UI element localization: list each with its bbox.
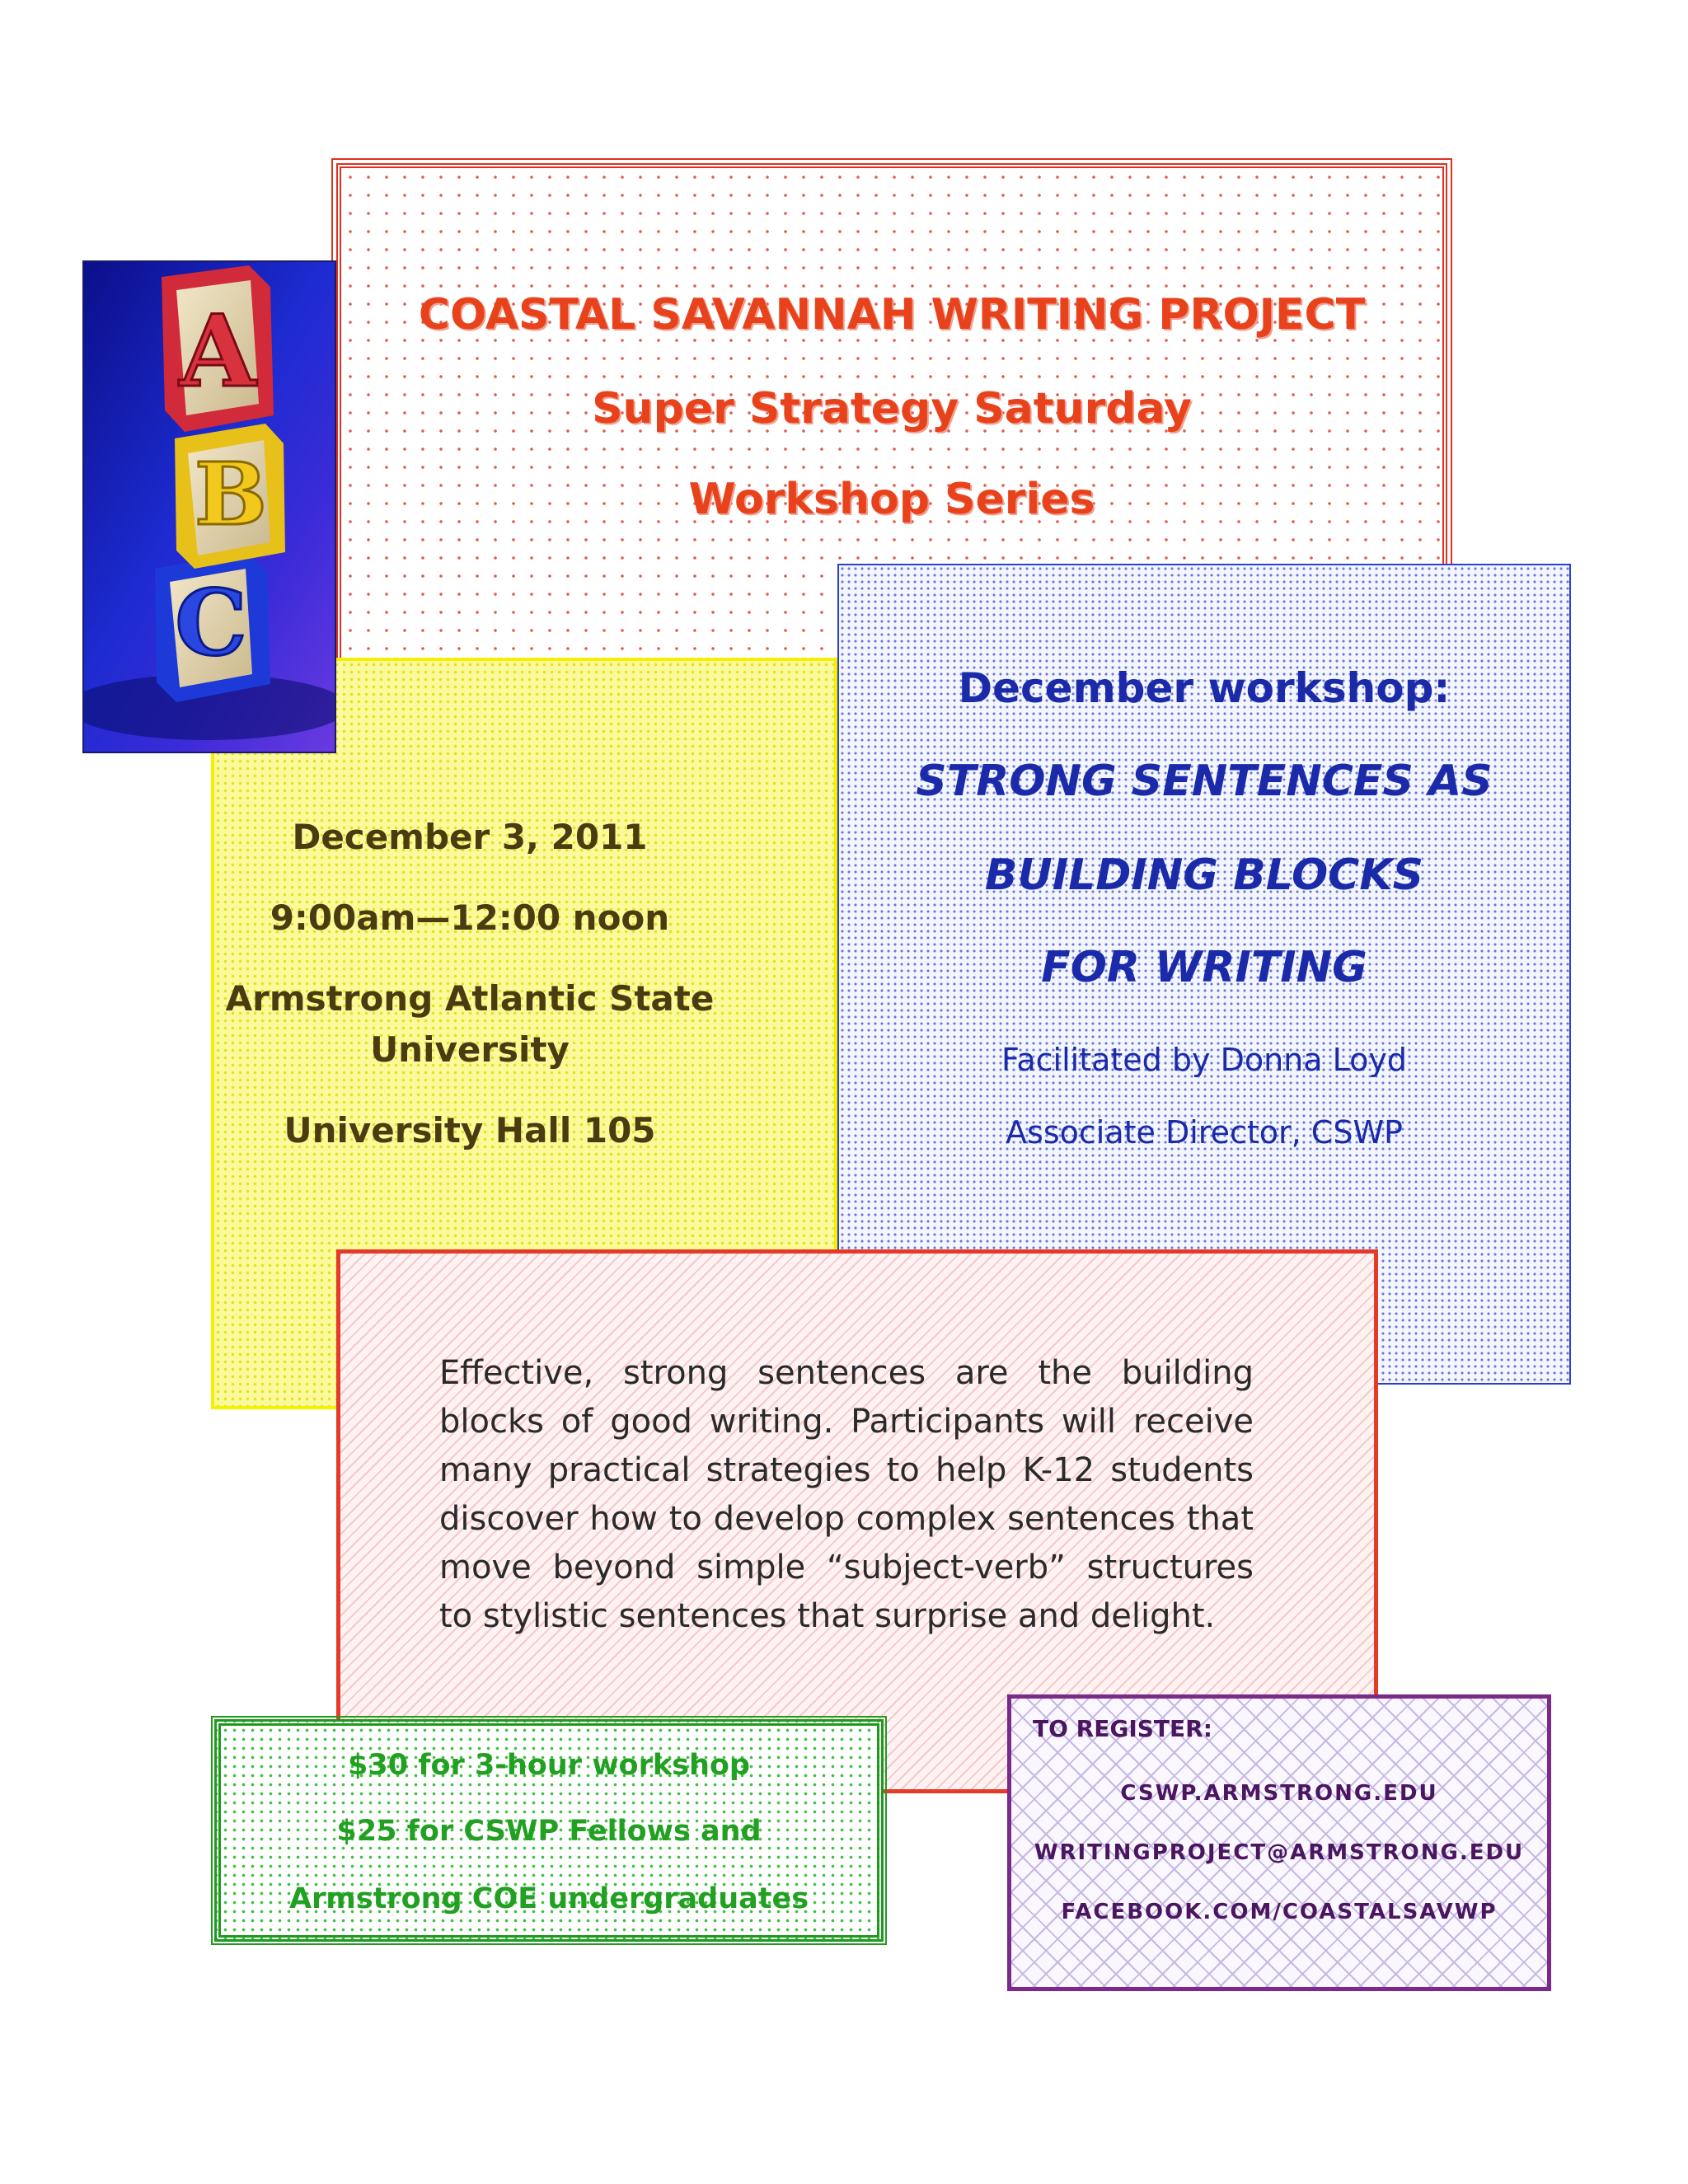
workshop-title-line1: STRONG SENTENCES AS (916, 757, 1493, 806)
event-location-line2: University (370, 1029, 570, 1070)
register-email-link[interactable]: WRITINGPROJECT@ARMSTRONG.EDU (1034, 1840, 1525, 1865)
workshop-facilitator: Facilitated by Donna Loyd (1001, 1042, 1407, 1078)
register-panel (1007, 1694, 1551, 1991)
price-discount-line2: Armstrong COE undergraduates (288, 1882, 809, 1915)
series-subtitle: Super Strategy Saturday (592, 384, 1192, 434)
price-standard: $30 for 3-hour workshop (348, 1749, 750, 1782)
abc-blocks-image (82, 260, 336, 753)
block-a (162, 265, 274, 432)
event-date: December 3, 2011 (292, 817, 648, 857)
event-room: University Hall 105 (284, 1110, 656, 1151)
block-c (155, 552, 270, 702)
svg-text:A: A (179, 293, 256, 410)
event-location-line1: Armstrong Atlantic State (225, 978, 715, 1019)
workshop-title-line2: BUILDING BLOCKS (984, 851, 1424, 900)
workshop-heading: December workshop: (958, 664, 1451, 712)
workshop-facilitator-role: Associate Director, CSWP (1006, 1114, 1403, 1151)
workshop-description: Effective, strong sentences are the building blocks of good writing. Participants will receive many practical strategies to help K-12 students discover how to develop complex sentences that move beyond simple “subject-verb” structures to stylistic sentences that surprise and delight. (439, 1354, 1254, 1635)
workshop-title-line3: FOR WRITING (1041, 943, 1367, 992)
series-name: Workshop Series (688, 475, 1095, 524)
svg-text:C: C (175, 569, 247, 676)
block-b (175, 424, 285, 569)
register-heading: TO REGISTER: (1033, 1715, 1212, 1742)
pricing-panel (214, 1719, 884, 1942)
svg-text:B: B (195, 443, 267, 545)
register-website-link[interactable]: CSWP.ARMSTRONG.EDU (1120, 1781, 1438, 1806)
event-time: 9:00am—12:00 noon (270, 898, 670, 938)
register-facebook-link[interactable]: FACEBOOK.COM/COASTALSAVWP (1061, 1900, 1498, 1924)
price-discount-line1: $25 for CSWP Fellows and (336, 1815, 762, 1848)
project-title: COASTAL SAVANNAH WRITING PROJECT (418, 290, 1366, 340)
abc-blocks-icon (84, 262, 336, 753)
